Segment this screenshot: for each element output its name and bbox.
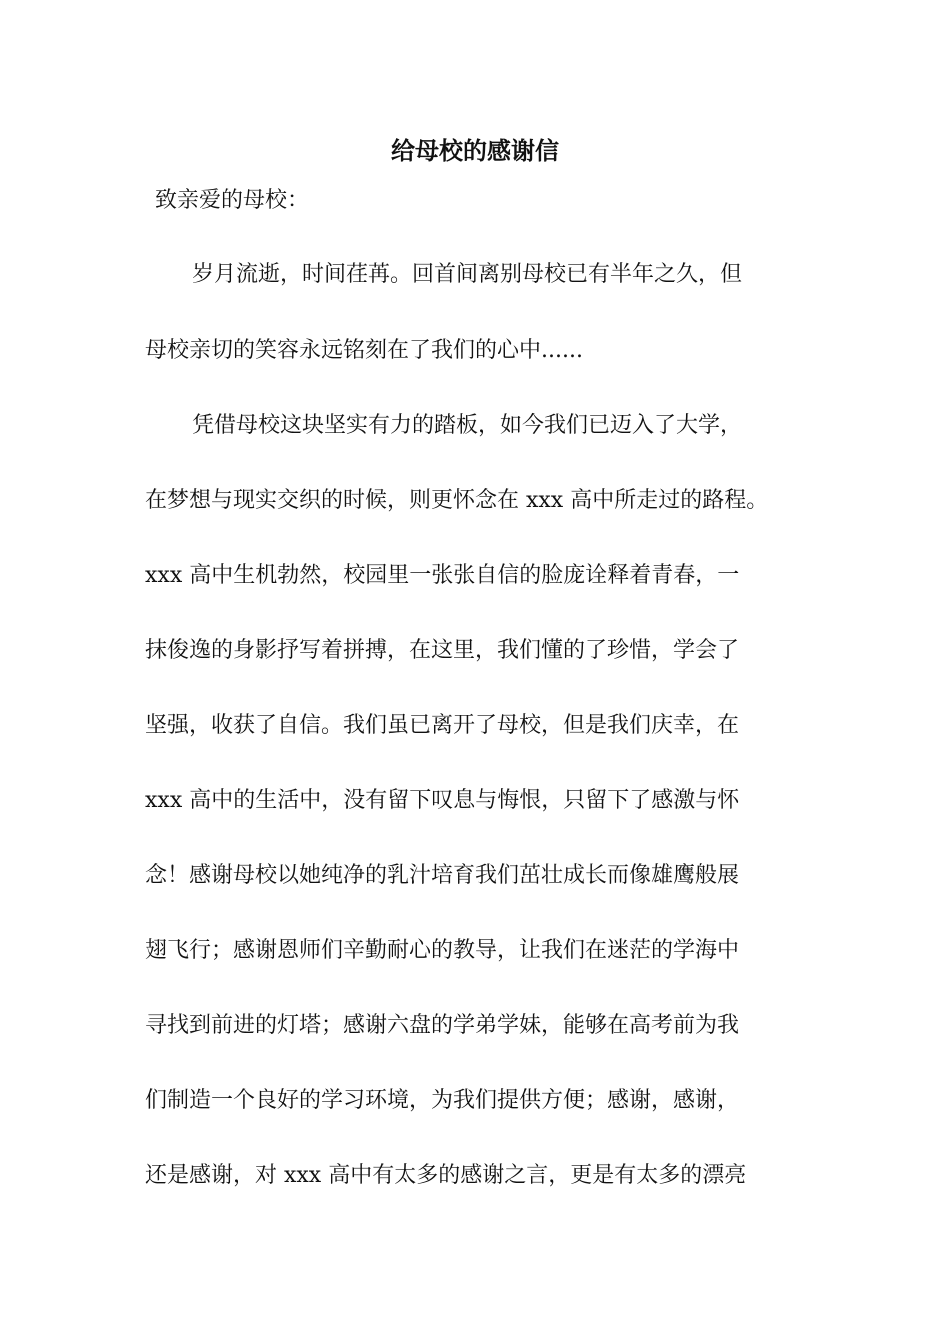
paragraph-2-line-1: 凭借母校这块坚实有力的踏板，如今我们已迈入了大学， xyxy=(192,413,743,438)
paragraph-2-line-7: 念！感谢母校以她纯净的乳汁培育我们茁壮成长而像雄鹰般展 xyxy=(145,863,740,888)
salutation: 致亲爱的母校： xyxy=(155,188,310,213)
paragraph-2-line-10: 们制造一个良好的学习环境，为我们提供方便；感谢，感谢， xyxy=(145,1088,740,1113)
paragraph-2-line-11: 还是感谢，对 xxx 高中有太多的感谢之言，更是有太多的漂亮 xyxy=(145,1163,747,1188)
paragraph-2-line-4: 抹俊逸的身影抒写着拼搏，在这里，我们懂的了珍惜，学会了 xyxy=(145,638,740,663)
paragraph-2-line-5: 坚强，收获了自信。我们虽已离开了母校，但是我们庆幸，在 xyxy=(145,713,740,738)
page-title: 给母校的感谢信 xyxy=(391,136,559,165)
paragraph-1-line-2: 母校亲切的笑容永远铭刻在了我们的心中...... xyxy=(145,338,583,363)
paragraph-2-line-2: 在梦想与现实交织的时候，则更怀念在 xxx 高中所走过的路程。 xyxy=(145,488,769,513)
paragraph-1-line-1: 岁月流逝，时间荏苒。回首间离别母校已有半年之久，但 xyxy=(192,262,743,287)
paragraph-2-line-9: 寻找到前进的灯塔；感谢六盘的学弟学妹，能够在高考前为我 xyxy=(145,1013,740,1038)
paragraph-2-line-6: xxx 高中的生活中，没有留下叹息与悔恨，只留下了感激与怀 xyxy=(145,788,740,813)
paragraph-2-line-8: 翅飞行；感谢恩师们辛勤耐心的教导，让我们在迷茫的学海中 xyxy=(145,938,740,963)
paragraph-2-line-3: xxx 高中生机勃然，校园里一张张自信的脸庞诠释着青春，一 xyxy=(145,563,740,588)
